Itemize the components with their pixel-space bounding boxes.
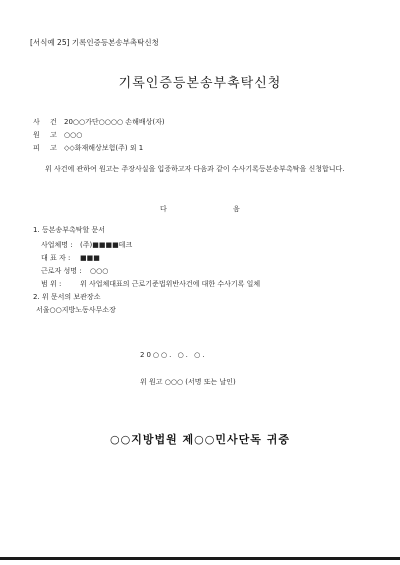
case-value: 20○○가단○○○○ 손해배상(자) (64, 118, 165, 126)
plaintiff-signature: 위 원고 ○○○ (서명 또는 날인) (140, 378, 236, 386)
representative-label: 대 표 자 : (41, 254, 71, 262)
section2-title: 2. 위 문서의 보관장소 (33, 293, 101, 301)
company-name-label: 사업체명 : (41, 241, 73, 249)
case-label: 사 건 (33, 118, 61, 126)
heading-eum: 음 (233, 205, 240, 213)
document-title: 기록인증등본송부촉탁신청 (118, 76, 282, 91)
plaintiff-label: 원 고 (33, 131, 61, 139)
heading-da: 다 (160, 205, 167, 213)
defendant-label: 피 고 (33, 144, 61, 152)
scope-label: 범 위 : (41, 280, 62, 288)
bottom-rule (0, 557, 400, 560)
worker-name-label: 근로자 성명 : (41, 267, 82, 275)
form-label: [서식예 25] 기록인증등본송부촉탁신청 (30, 38, 159, 47)
company-name-value: (주)■■■■테크 (80, 241, 133, 249)
court-addressee: ○○지방법원 제○○민사단독 귀중 (110, 433, 290, 446)
request-body-text: 위 사건에 관하여 원고는 주장사실을 입증하고자 다음과 같이 수사기록등본송부촉탁을 신청합니다. (45, 165, 345, 173)
representative-value: ■■■ (80, 254, 100, 262)
section1-title: 1. 등본송부촉탁할 문서 (33, 226, 105, 234)
filing-date: 20○○. ○. ○. (140, 351, 207, 359)
plaintiff-value: ○○○ (64, 131, 83, 139)
scope-value: 위 사업체대표의 근로기준법위반사건에 대한 수사기록 일체 (80, 280, 261, 288)
defendant-value: ◇◇화재해상보험(주) 외 1 (64, 144, 144, 152)
worker-name-value: ○○○ (90, 267, 109, 275)
storage-location: 서울○○지방노동사무소장 (36, 306, 116, 314)
